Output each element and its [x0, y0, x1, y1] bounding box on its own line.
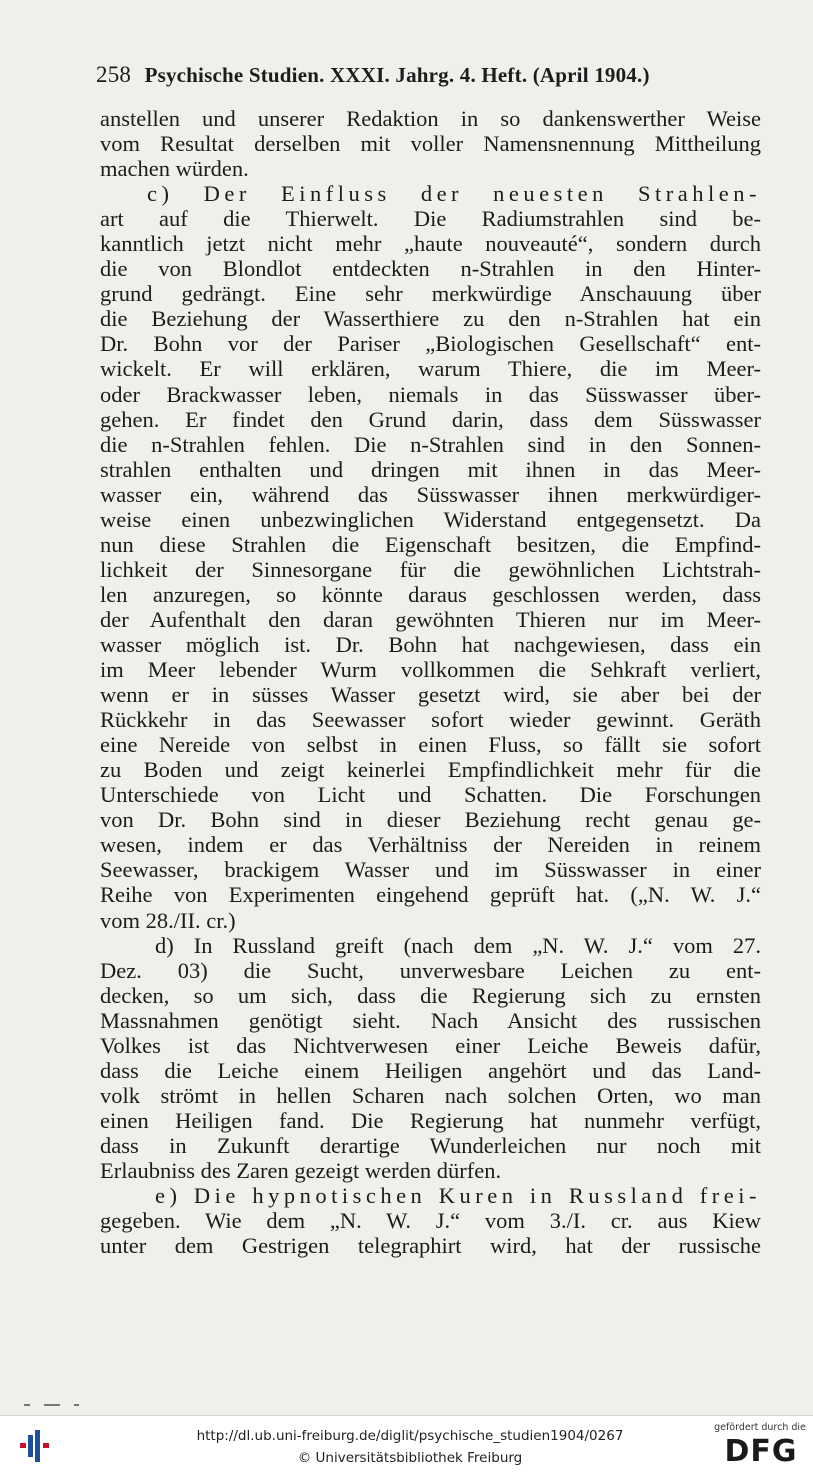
text-line: art auf die Thierwelt. Die Radiumstrahlen sind be- — [100, 206, 761, 232]
section-c-heading: c) Der Einfluss der neuesten Strahlen- — [147, 181, 761, 207]
text-line: die Beziehung der Wasserthiere zu den n-Strahlen hat ein — [100, 306, 761, 332]
scan-artifact — [24, 1404, 134, 1407]
text-line: dass in Zukunft derartige Wunderleichen nur noch mit — [100, 1132, 761, 1158]
text-line: len anzuregen, so könnte daraus geschlossen werden, dass — [100, 581, 761, 607]
text-line: Unterschiede von Licht und Schatten. Die Forschungen — [100, 782, 761, 808]
text-line: grund gedrängt. Eine sehr merkwürdige Anschauung über — [100, 281, 761, 307]
funder-note: gefördert durch die — [714, 1422, 806, 1433]
running-header — [96, 62, 762, 88]
text-line: Seewasser, brackigem Wasser und im Süsswasser in einer — [100, 857, 761, 883]
text-line: weise einen unbezwinglichen Widerstand entgegensetzt. Da — [100, 506, 761, 532]
text-line: Rückkehr in das Seewasser sofort wieder gewinnt. Geräth — [100, 707, 761, 733]
text-line: im Meer lebender Wurm vollkommen die Sehkraft verliert, — [100, 657, 761, 683]
ub-freiburg-logo-icon — [16, 1426, 56, 1466]
text-line: wasser möglich ist. Dr. Bohn hat nachgewiesen, dass ein — [100, 631, 761, 657]
text-line: wickelt. Er will erklären, warum Thiere, die im Meer- — [100, 356, 761, 382]
text-line: volk strömt in hellen Scharen nach solchen Orten, wo man — [100, 1082, 761, 1108]
text-line: vom Resultat derselben mit voller Namensnennung Mittheilung — [100, 131, 761, 157]
text-line: eine Nereide von selbst in einen Fluss, so fällt sie sofort — [100, 732, 761, 758]
svg-text:DFG: DFG — [724, 1434, 798, 1466]
text-line: zu Boden und zeigt keinerlei Empfindlichkeit mehr für die — [100, 757, 761, 783]
text-line: strahlen enthalten und dringen mit ihnen in das Meer- — [100, 456, 761, 482]
text-line: Reihe von Experimenten eingehend geprüft hat. („N. W. J.“ — [100, 882, 761, 908]
text-line: der Aufenthalt den daran gewöhnten Thieren nur im Meer- — [100, 606, 761, 632]
text-line: einen Heiligen fand. Die Regierung hat nunmehr verfügt, — [100, 1107, 761, 1133]
page-number: 258 — [96, 62, 132, 87]
text-line: die von Blondlot entdeckten n-Strahlen in den Hinter- — [100, 256, 761, 282]
text-line: vom 28./II. cr.) — [100, 907, 236, 933]
text-line: wenn er in süsses Wasser gesetzt wird, sie aber bei der — [100, 682, 761, 708]
text-line: anstellen und unserer Redaktion in so dankenswerther Weise — [100, 106, 761, 131]
section-d-start: d) In Russland greift (nach dem „N. W. J.“ vom 27. — [155, 932, 761, 958]
text-line: machen würden. — [100, 156, 249, 182]
viewer-footer — [0, 1415, 813, 1474]
text-line: Volkes ist das Nichtverwesen einer Leiche Beweis dafür, — [100, 1032, 761, 1058]
text-line: von Dr. Bohn sind in dieser Beziehung recht genau ge- — [100, 807, 761, 833]
text-line: kanntlich jetzt nicht mehr „haute nouveauté“, sondern durch — [100, 231, 761, 257]
section-e-heading: e) Die hypnotischen Kuren in Russland frei- — [155, 1183, 761, 1209]
dfg-logo-icon — [716, 1434, 806, 1466]
text-line: decken, so um sich, dass die Regierung sich zu ernsten — [100, 982, 761, 1008]
text-line: Erlaubniss des Zaren gezeigt werden dürfen. — [100, 1157, 502, 1183]
article-body — [100, 106, 761, 1258]
text-line: Dr. Bohn vor der Pariser „Biologischen Gesellschaft“ ent- — [100, 331, 761, 357]
text-line: oder Brackwasser leben, niemals in das Süsswasser über- — [100, 381, 761, 407]
text-line: unter dem Gestrigen telegraphirt wird, hat der russische — [100, 1233, 761, 1259]
text-line: nun diese Strahlen die Eigenschaft besitzen, die Empfind- — [100, 531, 761, 557]
text-line: dass die Leiche einem Heiligen angehört und das Land- — [100, 1057, 761, 1083]
permalink-url[interactable]: http://dl.ub.uni-freiburg.de/diglit/psychische_studien1904/0267 — [196, 1428, 624, 1444]
text-line: wasser ein, während das Süsswasser ihnen merkwürdiger- — [100, 481, 761, 507]
text-line: lichkeit der Sinnesorgane für die gewöhnlichen Lichtstrah- — [100, 556, 761, 582]
copyright-notice: © Universitätsbibliothek Freiburg — [297, 1450, 523, 1466]
text-line: gegeben. Wie dem „N. W. J.“ vom 3./I. cr. aus Kiew — [100, 1208, 761, 1234]
text-line: gehen. Er findet den Grund darin, dass dem Süsswasser — [100, 406, 761, 432]
running-title: Psychische Studien. XXXI. Jahrg. 4. Heft. (April 1904.) — [144, 63, 650, 87]
text-line: wesen, indem er das Verhältniss der Nereiden in reinem — [100, 832, 761, 858]
text-line: die n-Strahlen fehlen. Die n-Strahlen sind in den Sonnen- — [100, 431, 761, 457]
text-line: Massnahmen genötigt sieht. Nach Ansicht des russischen — [100, 1007, 761, 1033]
text-line: Dez. 03) die Sucht, unverwesbare Leichen zu ent- — [100, 957, 761, 983]
